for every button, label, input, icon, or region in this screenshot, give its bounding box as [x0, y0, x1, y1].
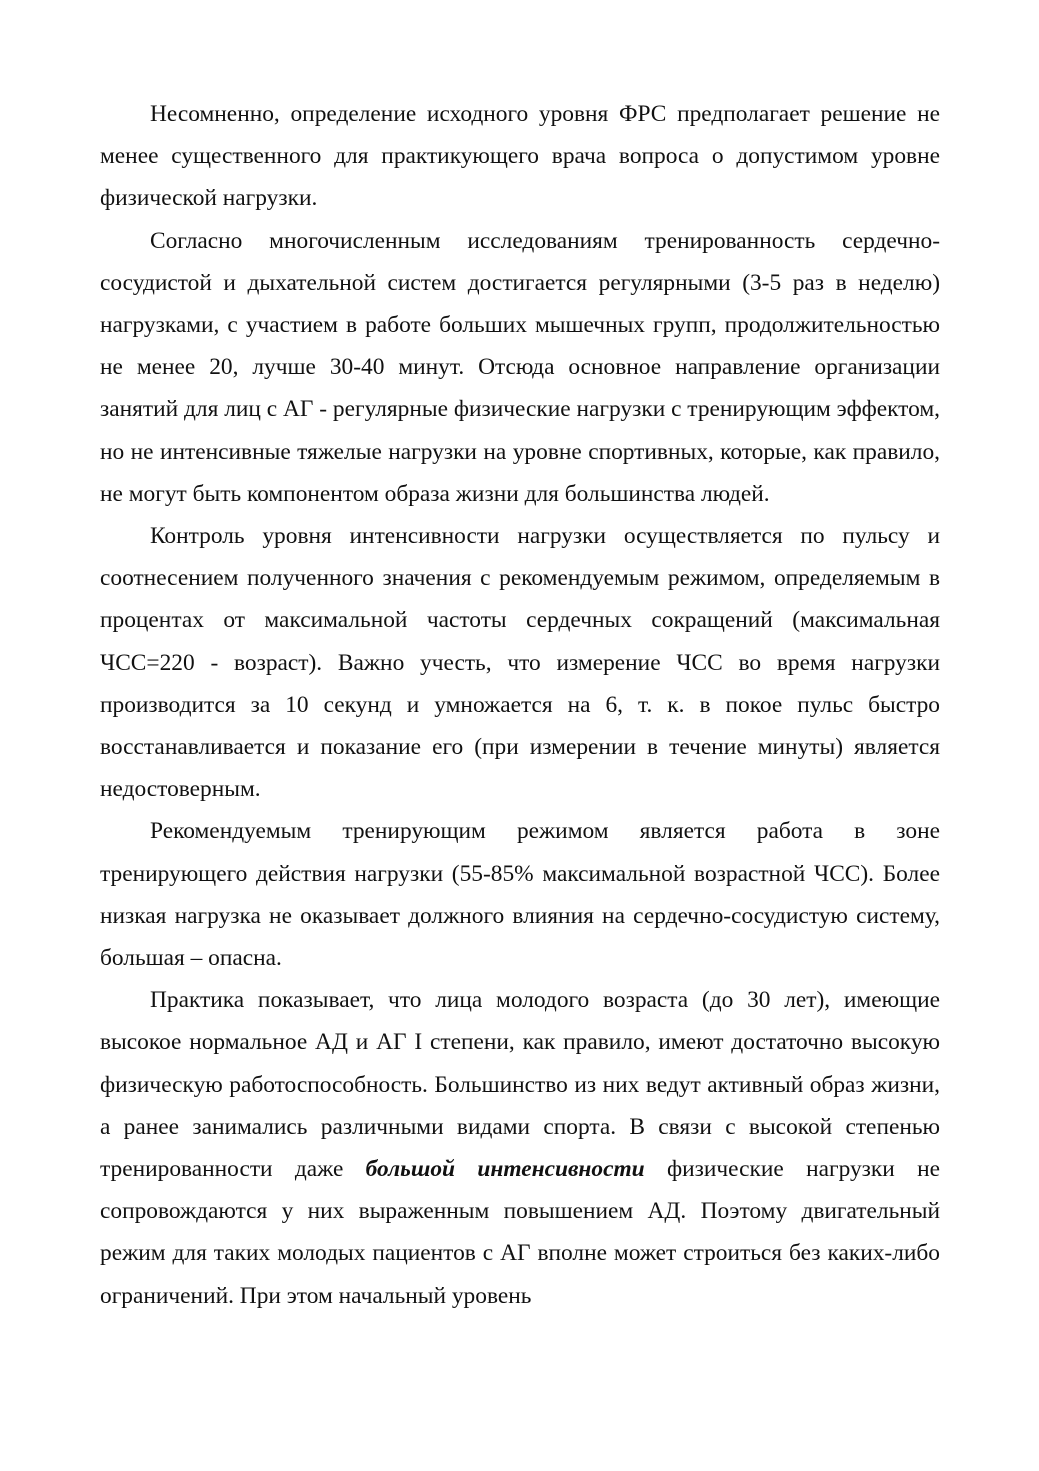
- paragraph-4: Рекомендуемым тренирующим режимом является работа в зоне тренирующего действия нагрузки (55-85% максимальной возрастной ЧСС). Более низкая нагрузка не оказывает должного влияния на сердечно-сосудистую систему, большая – опасна.: [100, 818, 940, 972]
- paragraph-3: Контроль уровня интенсивности нагрузки осуществляется по пульсу и соотнесением полученного значения с рекомендуемым режимом, определяемым в процентах от максимальной частоты сердечных сокращений (максимальная ЧСС=220 - возраст). Важно учесть, что измерение ЧСС во время нагрузки производится за 10 секунд и умножается на 6, т. к. в покое пульс быстро восстанавливается и показание его (при измерении в течение минуты) является недостоверным.: [100, 523, 940, 803]
- emphasized-phrase: большой интенсивности: [365, 1156, 645, 1183]
- paragraph-5-text-before: Практика показывает, что лица молодого возраста (до 30 лет), имеющие высокое нормальное АД и АГ I степени, как правило, имеют достаточно высокую физическую работоспособность. Большинство из них ведут активный образ жизни, а ранее занимались различными видами спорта. В связи с высокой степенью тренированности даже: [100, 987, 940, 1183]
- paragraph-2: Согласно многочисленным исследованиям тренированность сердечно-сосудистой и дыхательной систем достигается регулярными (3-5 раз в неделю) нагрузками, с участием в работе больших мышечных групп, продолжительностью не менее 20, лучше 30-40 минут. Отсюда основное направление организации занятий для лиц с АГ - регулярные физические нагрузки с тренирующим эффектом, но не интенсивные тяжелые нагрузки на уровне спортивных, которые, как правило, не могут быть компонентом образа жизни для большинства людей.: [100, 227, 940, 507]
- paragraph-1: Несомненно, определение исходного уровня ФРС предполагает решение не менее существенного для практикующего врача вопроса о допустимом уровне физической нагрузки.: [100, 101, 940, 212]
- paragraph-5-text-after: физические нагрузки не сопровождаются у них выраженным повышением АД. Поэтому двигательный режим для таких молодых пациентов с АГ вполне может строиться без каких-либо ограничений. При этом начальный уровень: [100, 1156, 940, 1309]
- paragraph-5: [100, 979, 940, 1317]
- document-page: [100, 93, 940, 1317]
